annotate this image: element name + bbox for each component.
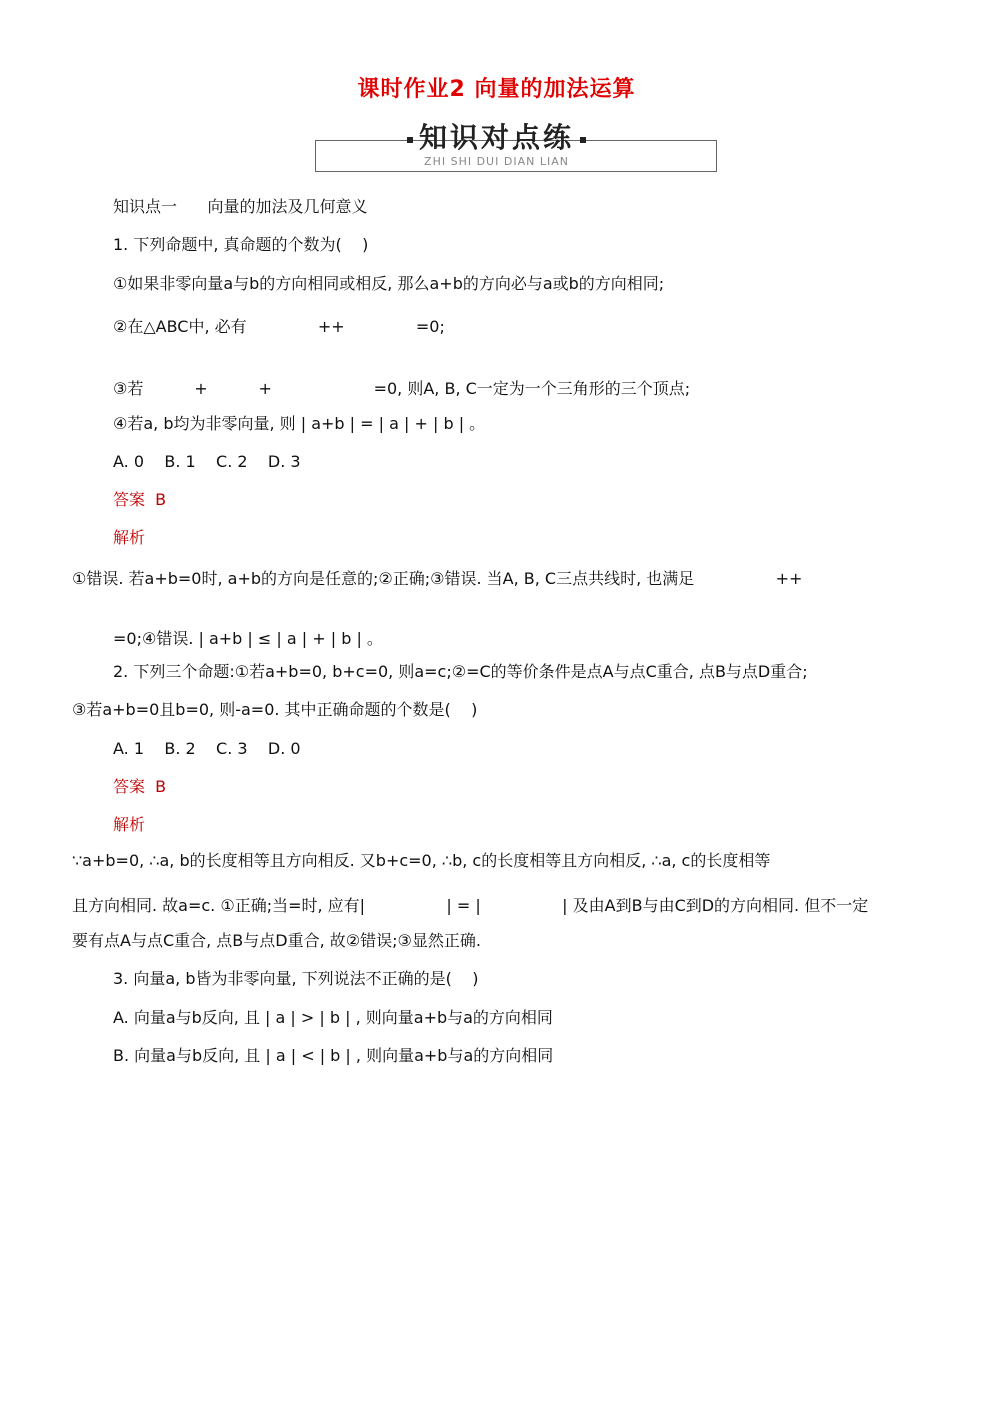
q2-analysis-line-2: 且方向相同. 故a=c. ①正确;当=时, 应有| | = | | 及由A到B与由C到D的方向相同. 但不一定: [72, 896, 869, 915]
q3-option-a: A. 向量a与b反向, 且 | a | > | b | , 则向量a+b与a的方向相同: [113, 1008, 553, 1027]
q1-analysis-line-1: ①错误. 若a+b=0时, a+b的方向是任意的;②正确;③错误. 当A, B, C三点共线时, 也满足 ++: [72, 569, 803, 588]
q2-options: A. 1 B. 2 C. 3 D. 0: [113, 739, 301, 758]
q1-statement-4: ④若a, b均为非零向量, 则 | a+b | = | a | + | b | 。: [113, 414, 486, 433]
q2-analysis-label: 解析: [113, 815, 146, 834]
banner-title-text: 知识对点练: [418, 121, 574, 154]
q2-analysis-line-3: 要有点A与点C重合, 点B与点D重合, 故②错误;③显然正确.: [72, 931, 481, 950]
question-2-stem-cont: ③若a+b=0且b=0, 则-a=0. 其中正确命题的个数是( ): [72, 700, 478, 719]
question-2-stem: 2. 下列三个命题:①若a+b=0, b+c=0, 则a=c;②=C的等价条件是点A与点C重合, 点B与点D重合;: [113, 662, 808, 681]
q3-option-b: B. 向量a与b反向, 且 | a | < | b | , 则向量a+b与a的方向相同: [113, 1046, 554, 1065]
q1-answer: 答案 B: [113, 490, 167, 509]
q1-statement-2: ②在△ABC中, 必有 ++ =0;: [113, 317, 445, 336]
q1-statement-1: ①如果非零向量a与b的方向相同或相反, 那么a+b的方向必与a或b的方向相同;: [113, 274, 665, 293]
q1-statement-3: ③若 + + =0, 则A, B, C一定为一个三角形的三个顶点;: [113, 379, 691, 398]
page-title: 课时作业2 向量的加法运算: [357, 77, 636, 102]
section-banner-title: [0, 116, 993, 156]
q1-analysis-line-2: =0;④错误. | a+b | ≤ | a | + | b | 。: [113, 629, 383, 648]
q2-analysis-line-1: ∵a+b=0, ∴a, b的长度相等且方向相反. 又b+c=0, ∴b, c的长度相等且方向相反, ∴a, c的长度相等: [72, 851, 771, 870]
q1-analysis-label: 解析: [113, 528, 146, 547]
question-3-stem: 3. 向量a, b皆为非零向量, 下列说法不正确的是( ): [113, 969, 479, 988]
banner-dash-left-icon: [407, 137, 413, 143]
section-banner-subtitle: ZHI SHI DUI DIAN LIAN: [424, 155, 569, 168]
banner-dash-right-icon: [580, 137, 586, 143]
knowledge-point-heading: 知识点一 向量的加法及几何意义: [113, 197, 368, 216]
q1-options: A. 0 B. 1 C. 2 D. 3: [113, 452, 301, 471]
q2-answer: 答案 B: [113, 777, 167, 796]
question-1-stem: 1. 下列命题中, 真命题的个数为( ): [113, 235, 369, 254]
